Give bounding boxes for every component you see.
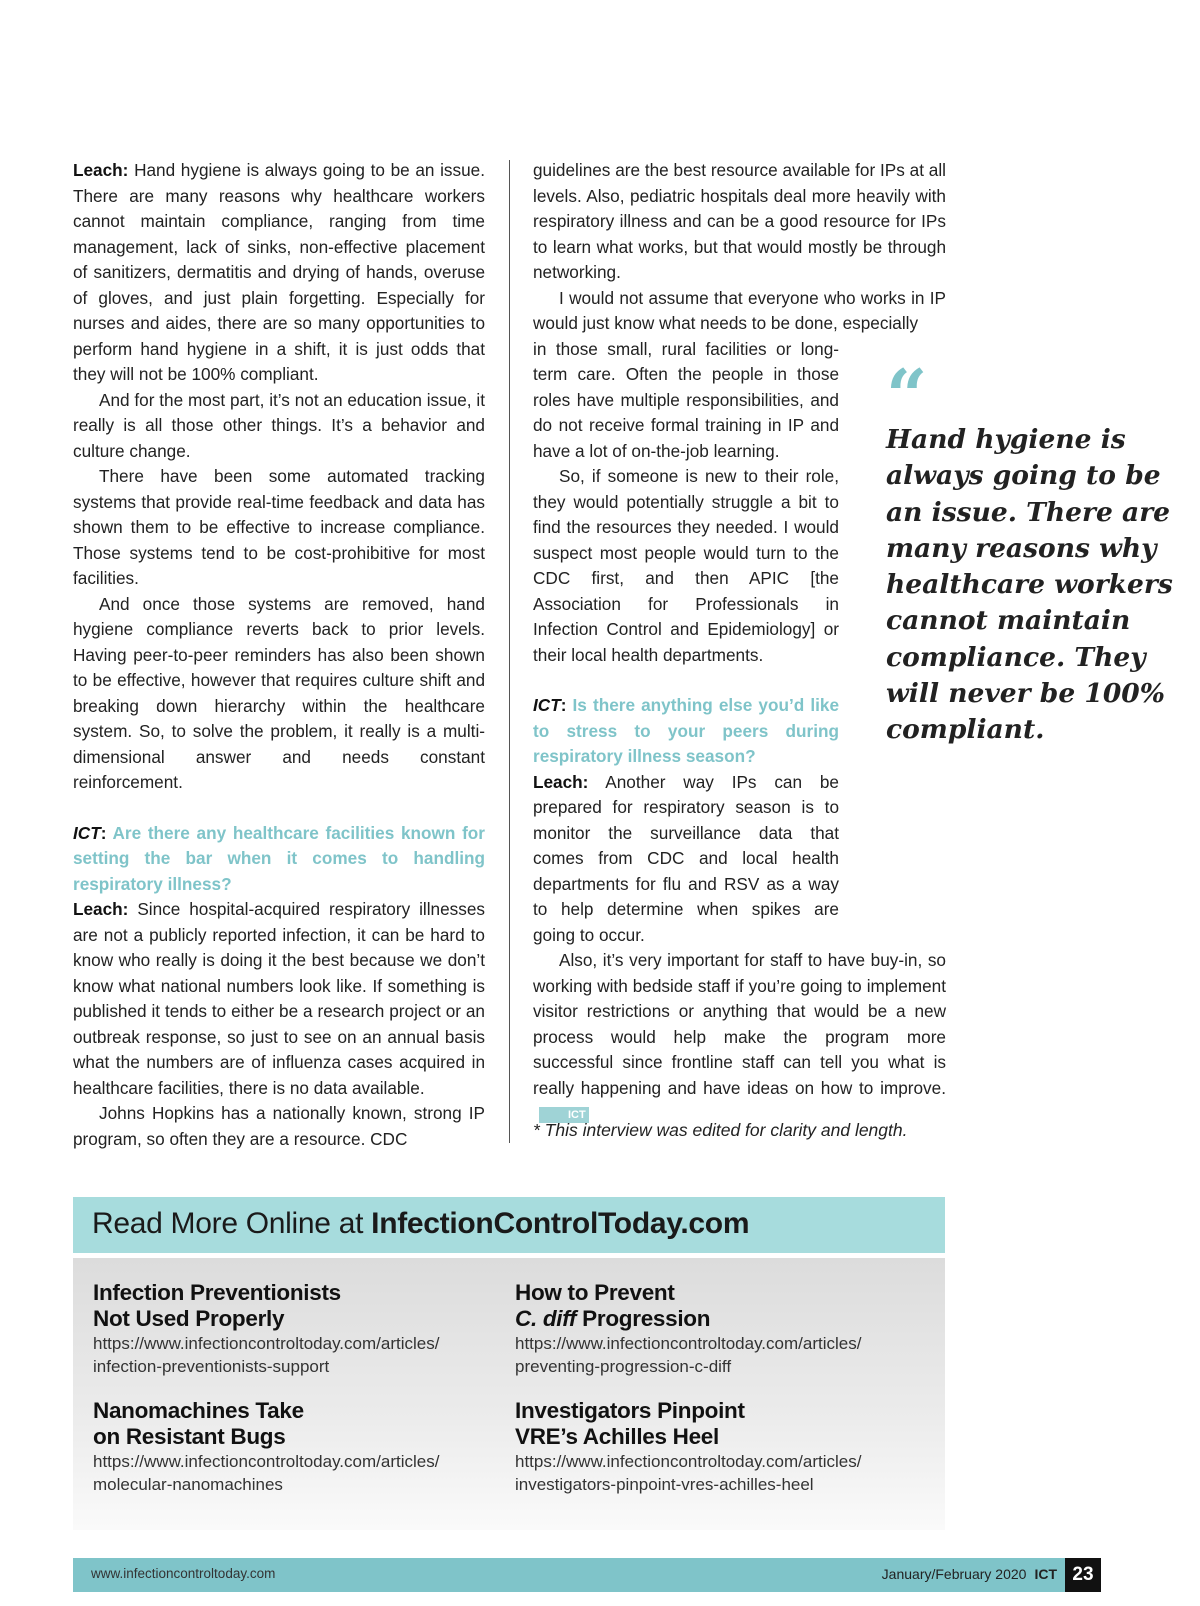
read-more-link[interactable]	[515, 1398, 915, 1496]
link-title[interactable]: Infection Preventionists Not Used Properly	[93, 1280, 341, 1331]
pull-quote	[886, 353, 1186, 749]
question-text: Are there any healthcare facilities known for setting the bar when it comes to handling respiratory illness?	[73, 822, 485, 894]
speaker-label: Leach:	[533, 771, 589, 792]
link-title[interactable]: How to Prevent C. diff Progression	[515, 1280, 711, 1331]
link-title[interactable]: Nanomachines Take on Resistant Bugs	[93, 1398, 304, 1449]
link-url[interactable]: https://www.infectioncontroltoday.com/articles/ infection-preventionists-support	[93, 1334, 440, 1376]
page-number: 23	[1065, 1558, 1101, 1592]
paragraph-text: Another way IPs can be prepared for respiratory season is to monitor the surveillance data that comes from CDC and local health departments for flu and RSV as a way to help determine when spikes are going to occur.	[533, 771, 839, 945]
site-name[interactable]: InfectionControlToday.com	[371, 1207, 750, 1240]
link-url[interactable]: https://www.infectioncontroltoday.com/articles/ molecular-nanomachines	[93, 1452, 440, 1494]
read-more-link[interactable]	[93, 1398, 493, 1496]
footer-mag: ICT	[1034, 1566, 1057, 1582]
link-url[interactable]: https://www.infectioncontroltoday.com/articles/ investigators-pinpoint-vres-achilles-heel	[515, 1452, 862, 1494]
article-column-2	[533, 158, 946, 1127]
paragraph	[533, 770, 839, 949]
paragraph	[533, 948, 946, 1127]
column-divider	[509, 160, 510, 1143]
paragraph: And for the most part, it’s not an education issue, it really is all those other things. It’s a behavior and culture change.	[73, 389, 485, 461]
paragraph: in those small, rural facilities or long-term care. Often the people in those roles have multiple responsibilities, and do not receive formal training in IP and have a lot of on-the-job learning.	[533, 338, 839, 461]
paragraph-text: Since hospital-acquired respiratory illnesses are not a publicly reported infection, it can be hard to know who really is doing it the best because we don’t know what national numbers look like. If something is published it tends to either be a research project or an outbreak response, so just to see on an annual basis what the numbers are of influenza cases acquired in healthcare facilities, there is no data available.	[73, 899, 485, 1098]
speaker-label: Leach:	[73, 899, 129, 919]
paragraph	[73, 897, 485, 1101]
paragraph: Johns Hopkins has a nationally known, strong IP program, so often they are a resource. CDC	[73, 1103, 485, 1149]
question-text: Is there anything else you’d like to stress to your peers during respiratory illness season?	[533, 695, 839, 766]
paragraph-text: Hand hygiene is always going to be an issue. There are many reasons why healthcare workers cannot maintain compliance, ranging from time management, lack of sinks, non-effective placement of sanitizers, dermatitis and drying of hands, overuse of gloves, and just plain forgetting. Especially for nurses and aides, there are so many opportunities to perform hand hygiene in a shift, it is just odds that they will not be 100% compliant.	[73, 160, 486, 384]
read-more-header	[73, 1197, 945, 1253]
paragraph: So, if someone is new to their role, they would potentially struggle a bit to find the resources they needed. I would suspect most people would turn to the CDC first, and then APIC [the Association for Professionals in Infection Control and Epidemiology] or their local health departments.	[533, 466, 839, 665]
paragraph	[73, 158, 485, 388]
read-more-link[interactable]	[93, 1280, 493, 1378]
read-more-title: Read More Online at InfectionControlToday.com	[92, 1207, 750, 1240]
paragraph: And once those systems are removed, hand hygiene compliance reverts back to prior levels. Having peer-to-peer reminders has also been shown to be effective, however that requires culture shift and breaking down hierarchy within the healthcare system. So, to solve the problem, it really is a multi-dimensional answer and needs constant reinforcement.	[73, 593, 485, 792]
read-more-link[interactable]	[515, 1280, 915, 1378]
pull-quote-text: Hand hygiene is always going to be an issue. There are many reasons why healthcare workers cannot maintain compliance. They will never be 100% compliant.	[886, 424, 1173, 746]
footer-issue: January/February 2020 ICT	[881, 1566, 1057, 1582]
ict-end-mark: ICT	[539, 1107, 589, 1123]
paragraph: I would not assume that everyone who works in IP would just know what needs to be done, especially	[533, 287, 946, 333]
paragraph: There have been some automated tracking systems that provide real-time feedback and data has shown them to be effective to increase compliance. Those systems tend to be cost-prohibitive for most facilities.	[73, 466, 485, 588]
link-title[interactable]: Investigators Pinpoint VRE’s Achilles Heel	[515, 1398, 745, 1449]
editor-note: * This interview was edited for clarity and length.	[533, 1120, 908, 1140]
link-url[interactable]: https://www.infectioncontroltoday.com/articles/ preventing-progression-c-diff	[515, 1334, 862, 1376]
quote-mark-icon: “	[886, 353, 928, 438]
ict-label: ICT	[73, 822, 101, 843]
paragraph-text: Also, it’s very important for staff to have buy-in, so working with bedside staff if you’re going to implement visitor restrictions or anything that would be a new process would help make the program more successful since frontline staff can tell you what is really happening and have ideas on how to improve.	[533, 950, 946, 1098]
page-footer	[73, 1558, 1101, 1592]
interview-question: ICT: Is there anything else you’d like to stress to your peers during respiratory illness season?	[533, 695, 839, 766]
paragraph: guidelines are the best resource available for IPs at all levels. Also, pediatric hospitals deal more heavily with respiratory illness and can be a good resource for IPs to learn what works, but that would mostly be through networking.	[533, 160, 946, 282]
footer-website[interactable]: www.infectioncontroltoday.com	[91, 1566, 276, 1581]
ict-label: ICT	[533, 695, 561, 715]
read-more-links	[73, 1258, 945, 1530]
interview-question: ICT: Are there any healthcare facilities known for setting the bar when it comes to handling respiratory illness?	[73, 822, 485, 894]
article-column-1	[73, 158, 485, 1152]
speaker-label: Leach:	[73, 160, 129, 180]
